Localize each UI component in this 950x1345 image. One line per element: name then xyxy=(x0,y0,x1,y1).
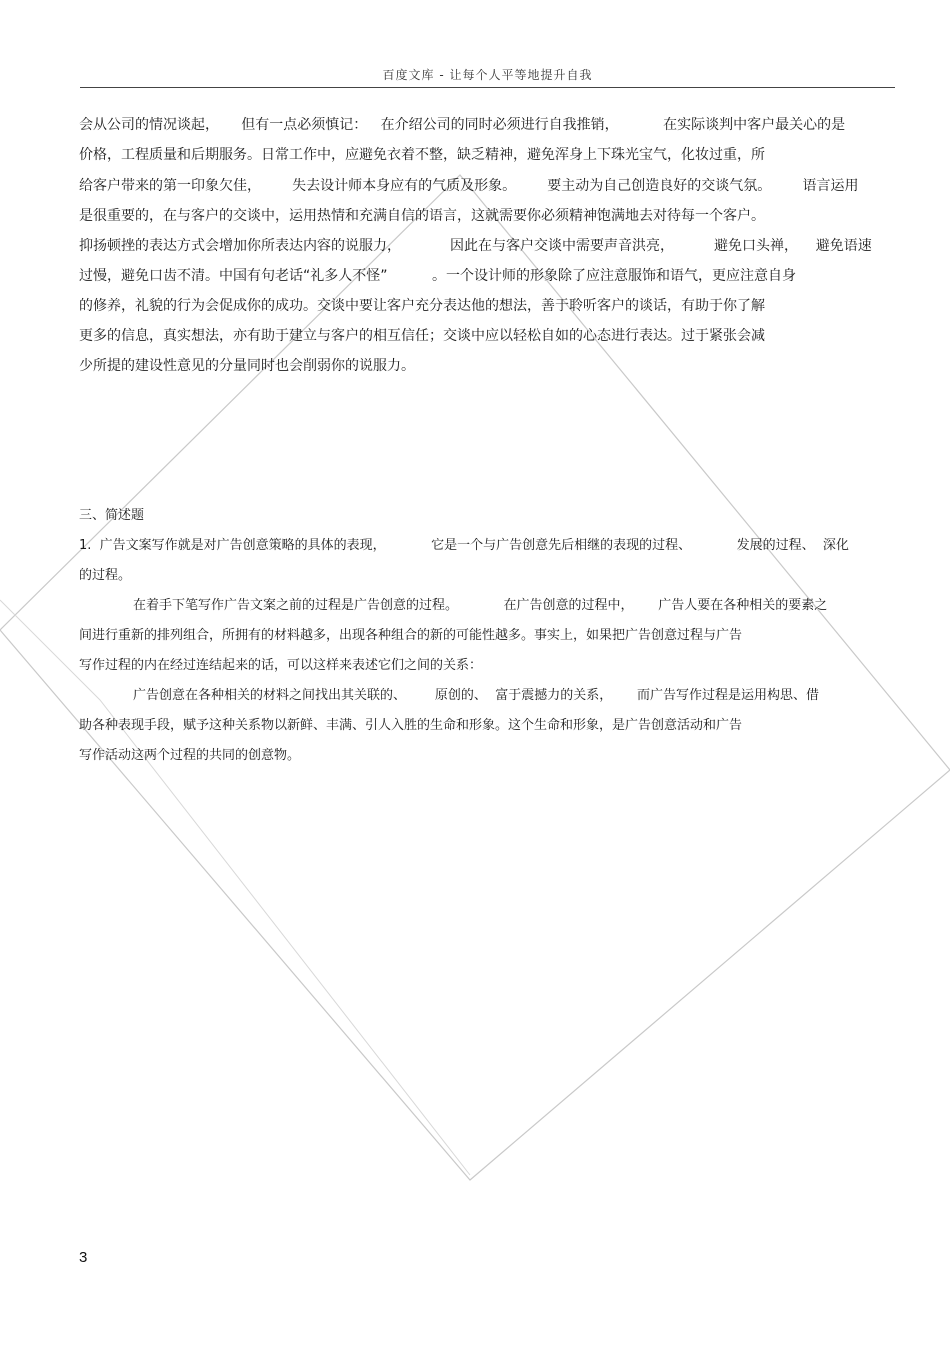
question-line: 1. 广告文案写作就是对广告创意策略的具体的表现， 它是一个与广告创意先后相继的表现的过程、 发展的过程、 深化 xyxy=(79,538,849,553)
answer-line: 间进行重新的排列组合，所拥有的材料越多，出现各种组合的新的可能性越多。事实上，如果把广告创意过程与广告 xyxy=(79,628,743,643)
paragraph-line: 价格，工程质量和后期服务。日常工作中，应避免衣着不整，缺乏精神，避免浑身上下珠光宝气，化妆过重，所 xyxy=(79,147,765,163)
section-heading: 三、简述题 xyxy=(79,508,145,523)
paragraph-line: 是很重要的，在与客户的交谈中，运用热情和充满自信的语言，这就需要你必须精神饱满地去对待每一个客户。 xyxy=(79,208,765,224)
paragraph-line: 更多的信息，真实想法，亦有助于建立与客户的相互信任；交谈中应以轻松自如的心态进行表达。过于紧张会减 xyxy=(79,328,765,344)
answer-line: 在着手下笔写作广告文案之前的过程是广告创意的过程。 在广告创意的过程中， 广告人要在各种相关的要素之 xyxy=(133,598,828,613)
page-header: 百度文库 - 让每个人平等地提升自我 xyxy=(382,68,593,82)
page-number: 3 xyxy=(79,1249,88,1266)
paragraph-line: 少所提的建设性意见的分量同时也会削弱你的说服力。 xyxy=(79,358,415,374)
paragraph-line: 过慢，避免口齿不清。中国有句老话“礼多人不怪” 。一个设计师的形象除了应注意服饰和语气，更应注意自身 xyxy=(79,268,797,284)
answer-line: 写作过程的内在经过连结起来的话，可以这样来表述它们之间的关系： xyxy=(79,658,483,673)
paragraph-line: 给客户带来的第一印象欠佳， 失去设计师本身应有的气质及形象。 要主动为自己创造良好的交谈气氛。 语言运用 xyxy=(79,178,859,194)
answer-line: 广告创意在各种相关的材料之间找出其关联的、 原创的、 富于震撼力的关系， 而广告写作过程是运用构思、借 xyxy=(133,688,819,703)
paragraph-line: 的修养，礼貌的行为会促成你的成功。交谈中要让客户充分表达他的想法，善于聆听客户的谈话，有助于你了解 xyxy=(79,298,765,314)
header-rule xyxy=(80,87,895,88)
answer-line: 写作活动这两个过程的共同的创意物。 xyxy=(79,748,301,763)
paragraph-line: 抑扬顿挫的表达方式会增加你所表达内容的说服力， 因此在与客户交谈中需要声音洪亮， 避免口头禅， 避免语速 xyxy=(79,238,872,254)
question-line: 的过程。 xyxy=(79,568,132,583)
answer-line: 助各种表现手段，赋予这种关系物以新鲜、丰满、引人入胜的生命和形象。这个生命和形象，是广告创意活动和广告 xyxy=(79,718,743,733)
paragraph-line: 会从公司的情况谈起， 但有一点必须慎记： 在介绍公司的同时必须进行自我推销， 在实际谈判中客户最关心的是 xyxy=(79,117,846,133)
